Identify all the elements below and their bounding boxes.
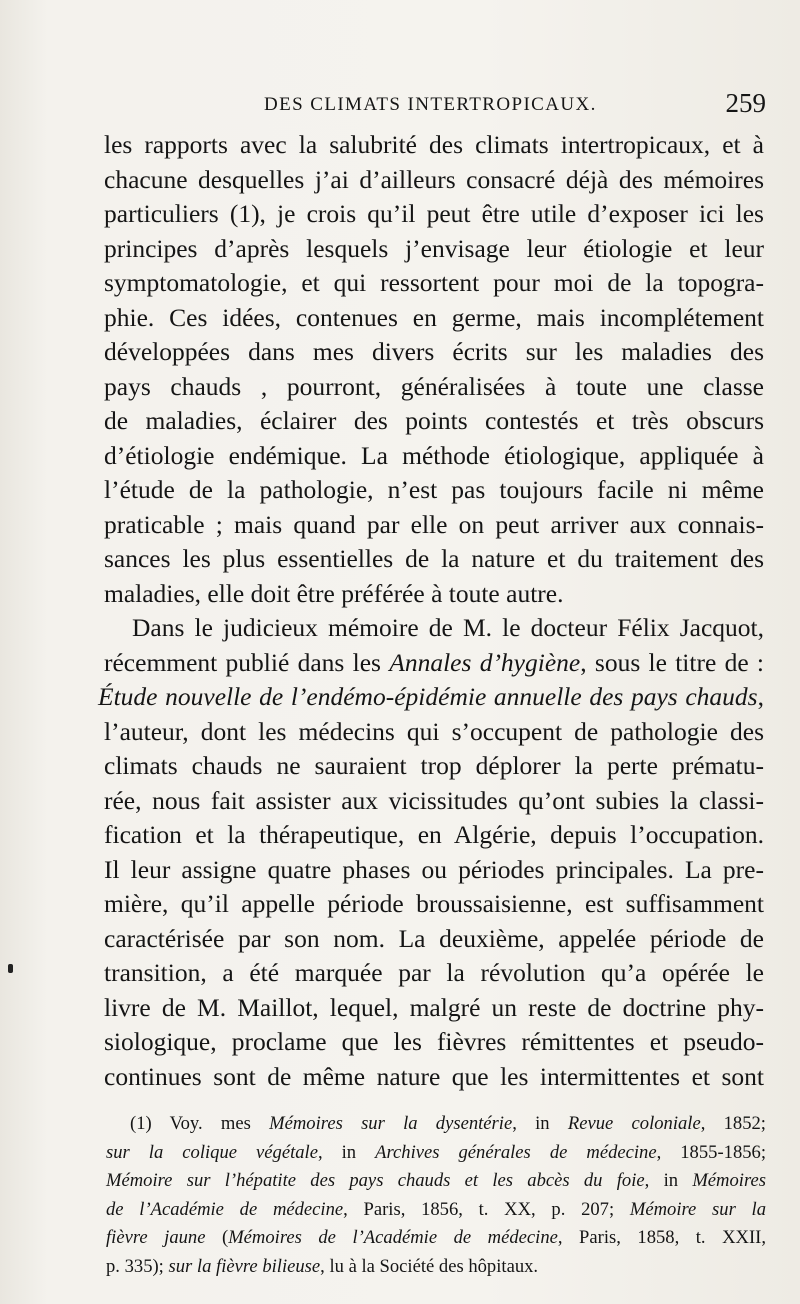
footnote bbox=[106, 1110, 766, 1281]
text-line: Dans le judicieux mémoire de M. le docteur Félix Jacquot, bbox=[132, 613, 764, 642]
footnote-line bbox=[106, 1139, 766, 1168]
text-line: livre de M. Maillot, lequel, malgré un reste de doctrine phy- bbox=[104, 992, 764, 1022]
footnote-italic: fièvre jaune bbox=[106, 1227, 206, 1248]
text-run: récemment publié dans les bbox=[104, 647, 381, 677]
journal-title: Annales d’hygiène bbox=[389, 647, 581, 677]
footnote-run: , in bbox=[512, 1113, 568, 1134]
page-header bbox=[104, 88, 766, 124]
text-run: , bbox=[757, 682, 764, 711]
text-line: phie. Ces idées, contenues en germe, mais incomplétement bbox=[104, 302, 764, 332]
footnote-run: (1) Voy. mes bbox=[130, 1113, 270, 1134]
text-line: Il leur assigne quatre phases ou périodes principales. La pre- bbox=[104, 854, 764, 884]
text-line: praticable ; mais quand par elle on peut arriver aux connais- bbox=[104, 509, 764, 539]
footnote-italic: Mémoires bbox=[692, 1170, 766, 1191]
footnote-run: , 1852; bbox=[700, 1113, 766, 1134]
text-line: caractérisée par son nom. La deuxième, appelée période de bbox=[104, 923, 764, 953]
footnote-italic: sur la fièvre bilieuse bbox=[168, 1255, 321, 1277]
footnote-line bbox=[130, 1110, 766, 1139]
footnote-italic: Mémoire sur l’hépatite des pays chauds et les abcès du foie bbox=[106, 1170, 645, 1191]
page-number: 259 bbox=[725, 88, 766, 118]
footnote-line bbox=[106, 1253, 766, 1282]
text-line: transition, a été marquée par la révolution qu’a opérée le bbox=[104, 958, 764, 987]
text-line: siologique, proclame que les fièvres rémittentes et pseudo- bbox=[104, 1027, 764, 1056]
footnote-italic: Mémoires de l’Académie de médecine bbox=[228, 1227, 558, 1248]
footnote-italic: de l’Académie de médecine bbox=[106, 1198, 344, 1220]
footnote-run: , Paris, 1858, t. XXII, bbox=[557, 1227, 766, 1248]
footnote-run: , Paris, 1856, t. XX, p. 207; bbox=[343, 1198, 615, 1220]
footnote-run: , in bbox=[644, 1170, 693, 1191]
text-line: mière, qu’il appelle période broussaisienne, est suffisamment bbox=[104, 889, 764, 918]
text-line: les rapports avec la salubrité des climats intertropicaux, et à bbox=[104, 130, 764, 159]
footnote-italic: Mémoire sur la bbox=[629, 1198, 766, 1220]
text-line: sances les plus essentielles de la nature et du traitement des bbox=[104, 544, 764, 573]
footnote-run: p. 335); bbox=[106, 1255, 164, 1277]
body-text bbox=[98, 128, 765, 1094]
text-line: l’auteur, dont les médecins qui s’occupent de pathologie des bbox=[104, 716, 764, 746]
text-line: pays chauds , pourront, généralisées à toute une classe bbox=[104, 371, 764, 401]
running-head: DES CLIMATS INTERTROPICAUX. bbox=[264, 94, 597, 115]
text-line: d’étiologie endémique. La méthode étiologique, appliquée à bbox=[104, 440, 764, 470]
footnote-line bbox=[106, 1196, 766, 1225]
footnote-run: , lu à la Société des hôpitaux. bbox=[320, 1255, 539, 1277]
footnote-line bbox=[106, 1167, 766, 1196]
text-line: maladies, elle doit être préférée à toute autre. bbox=[104, 578, 564, 608]
text-line: rée, nous fait assister aux vicissitudes qu’ont subies la classi- bbox=[104, 785, 764, 815]
text-line: symptomatologie, et qui ressortent pour moi de la topogra- bbox=[104, 268, 764, 297]
text-line: l’étude de la pathologie, n’est pas toujours facile ni même bbox=[104, 475, 764, 504]
text-run: , sous le titre de : bbox=[580, 647, 765, 677]
text-line: de maladies, éclairer des points contestés et très obscurs bbox=[104, 406, 764, 435]
footnote-italic: sur la colique végétale bbox=[106, 1141, 318, 1163]
text-line: continues sont de même nature que les intermittentes et sont bbox=[104, 1061, 764, 1091]
article-title: Étude nouvelle de l’endémo-épidémie annuelle des pays chauds bbox=[98, 682, 758, 711]
footnote-italic: Mémoires sur la dysentérie bbox=[269, 1113, 513, 1134]
footnote-run: , in bbox=[317, 1141, 376, 1163]
footnote-italic: Revue coloniale bbox=[567, 1113, 701, 1134]
footnote-italic: Archives générales de médecine bbox=[375, 1141, 657, 1163]
margin-mark bbox=[8, 964, 13, 973]
text-line bbox=[98, 680, 764, 715]
footnote-line bbox=[106, 1224, 766, 1253]
footnote-run: ( bbox=[205, 1227, 229, 1248]
text-line bbox=[104, 646, 764, 681]
text-line: fication et la thérapeutique, en Algérie, depuis l’occupation. bbox=[104, 820, 764, 849]
text-line: particuliers (1), je crois qu’il peut être utile d’exposer ici les bbox=[104, 199, 764, 228]
text-line: principes d’après lesquels j’envisage leur étiologie et leur bbox=[104, 233, 764, 263]
text-line: chacune desquelles j’ai d’ailleurs consacré déjà des mémoires bbox=[104, 164, 764, 194]
text-line: climats chauds ne sauraient trop déplorer la perte prématu- bbox=[104, 751, 764, 780]
text-line: développées dans mes divers écrits sur les maladies des bbox=[104, 337, 764, 366]
footnote-run: , 1855-1856; bbox=[656, 1141, 766, 1163]
